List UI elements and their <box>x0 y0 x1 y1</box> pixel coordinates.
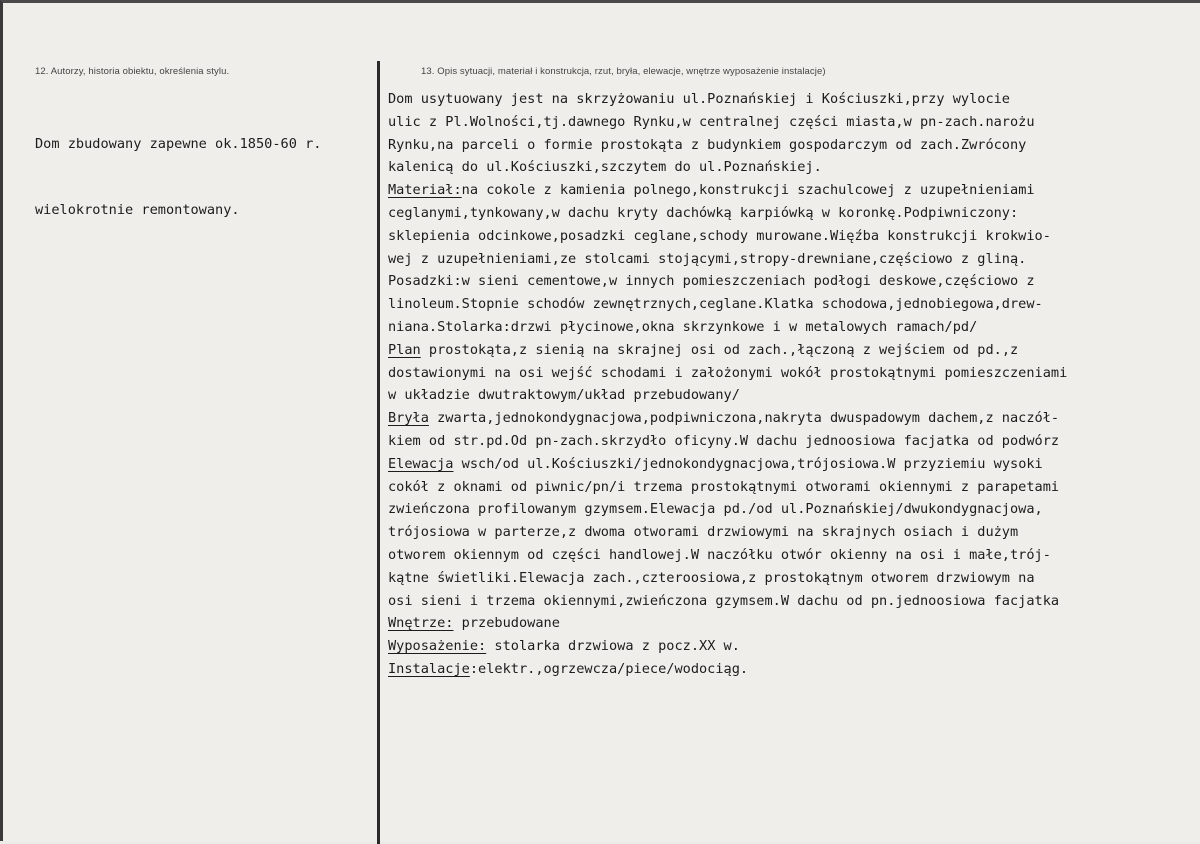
line-text: Rynku,na parceli o formie prostokąta z budynkiem gospodarczym od zach.Zwrócony <box>388 136 1027 153</box>
text-line <box>388 111 1067 134</box>
line-text: otworem okiennym od części handlowej.W naczółku otwór okienny na osi i małe,trój- <box>388 546 1051 563</box>
section-label: Instalacje <box>388 660 470 677</box>
text-line <box>388 544 1067 567</box>
line-text: ceglanymi,tynkowany,w dachu kryty dachówką karpiówką w koronkę.Podpiwniczony: <box>388 204 1019 221</box>
text-line <box>388 339 1067 362</box>
line-text: kiem od str.pd.Od pn-zach.skrzydło oficyny.W dachu jednoosiowa facjatka od podwórz <box>388 432 1060 449</box>
line-text: zwarta,jednokondygnacjowa,podpiwniczona,nakryta dwuspadowym dachem,z naczół- <box>428 410 1060 427</box>
section-label: Elewacja <box>388 455 454 472</box>
left-column-header: 12. Autorzy, historia obiektu, określenia stylu. <box>35 66 230 77</box>
text-line <box>388 293 1067 316</box>
line-text: w układzie dwutraktowym/układ przebudowany/ <box>388 387 740 404</box>
line-text: na cokole z kamienia polnego,konstrukcji szachulcowej z uzupełnieniami <box>461 182 1035 199</box>
line-text: prostokąta,z sienią na skrajnej osi od zach.,łączoną z wejściem od pd.,z <box>420 341 1019 358</box>
right-column-header: 13. Opis sytuacji, materiał i konstrukcja, rzut, bryła, elewacje, wnętrze wyposażenie instalacje) <box>421 66 826 77</box>
text-line <box>388 225 1067 248</box>
line-text: wej z uzupełnieniami,ze stolcami stojącymi,stropy-drewniane,częściowo z gliną. <box>388 250 1027 267</box>
line-text: osi sieni i trzema okiennymi,zwieńczona gzymsem.W dachu od pn.jednoosiowa facjatka <box>388 592 1060 609</box>
section-label: Materiał: <box>388 182 462 199</box>
line-text: ulic z Pl.Wolności,tj.dawnego Rynku,w centralnej części miasta,w pn-zach.narożu <box>388 113 1035 130</box>
text-line: Dom zbudowany zapewne ok.1850-60 r. <box>35 136 322 152</box>
text-line <box>388 476 1067 499</box>
text-line <box>388 384 1067 407</box>
left-column-text <box>35 89 321 265</box>
text-line <box>388 202 1067 225</box>
section-label: Wnętrze: <box>388 615 454 632</box>
text-line <box>388 567 1067 590</box>
line-text: trójosiowa w parterze,z dwoma otworami drzwiowymi na skrajnych osiach i dużym <box>388 524 1019 541</box>
text-line: wielokrotnie remontowany. <box>35 202 240 218</box>
line-text: przebudowane <box>453 615 560 632</box>
section-label: Bryła <box>388 410 429 427</box>
line-text: kalenicą do ul.Kościuszki,szczytem do ul.Poznańskiej. <box>388 159 822 176</box>
text-line <box>388 658 1067 681</box>
section-label: Plan <box>388 341 421 358</box>
text-line <box>388 612 1067 635</box>
text-line <box>388 248 1067 271</box>
line-text: sklepienia odcinkowe,posadzki ceglane,schody murowane.Więźba konstrukcji krokwio- <box>388 227 1051 244</box>
text-line <box>388 156 1067 179</box>
text-line <box>388 635 1067 658</box>
line-text: wsch/od ul.Kościuszki/jednokondygnacjowa,trójosiowa.W przyziemiu wysoki <box>453 455 1043 472</box>
text-line <box>388 521 1067 544</box>
line-text: zwieńczona profilowanym gzymsem.Elewacja pd./od ul.Poznańskiej/dwukondygnacjowa, <box>388 501 1043 518</box>
line-text: stolarka drzwiowa z pocz.XX w. <box>486 638 740 655</box>
text-line <box>388 407 1067 430</box>
text-line <box>388 316 1067 339</box>
line-text: linoleum.Stopnie schodów zewnętrznych,ceglane.Klatka schodowa,jednobiegowa,drew- <box>388 296 1043 313</box>
right-column-text <box>388 88 1067 681</box>
column-divider <box>377 61 380 844</box>
section-label: Wyposażenie: <box>388 638 487 655</box>
line-text: cokół z oknami od piwnic/pn/i trzema prostokątnymi otworami okiennymi z parapetami <box>388 478 1060 495</box>
text-line <box>388 88 1067 111</box>
text-line <box>388 362 1067 385</box>
line-text: Dom usytuowany jest na skrzyżowaniu ul.Poznańskiej i Kościuszki,przy wylocie <box>388 91 1010 107</box>
text-line <box>388 179 1067 202</box>
line-text: niana.Stolarka:drzwi płycinowe,okna skrzynkowe i w metalowych ramach/pd/ <box>388 318 978 335</box>
line-text: kątne świetliki.Elewacja zach.,czteroosiowa,z prostokątnym otworem drzwiowym na <box>388 569 1035 586</box>
text-line <box>388 430 1067 453</box>
line-text: :elektr.,ogrzewcza/piece/wodociąg. <box>469 660 749 677</box>
line-text: dostawionymi na osi wejść schodami i założonymi wokół prostokątnymi pomieszczeniami <box>388 364 1068 381</box>
text-line <box>388 590 1067 613</box>
text-line <box>388 134 1067 157</box>
line-text: Posadzki:w sieni cementowe,w innych pomieszczeniach podłogi deskowe,częściowo z <box>388 273 1035 290</box>
text-line <box>388 453 1067 476</box>
text-line <box>388 498 1067 521</box>
text-line <box>388 270 1067 293</box>
